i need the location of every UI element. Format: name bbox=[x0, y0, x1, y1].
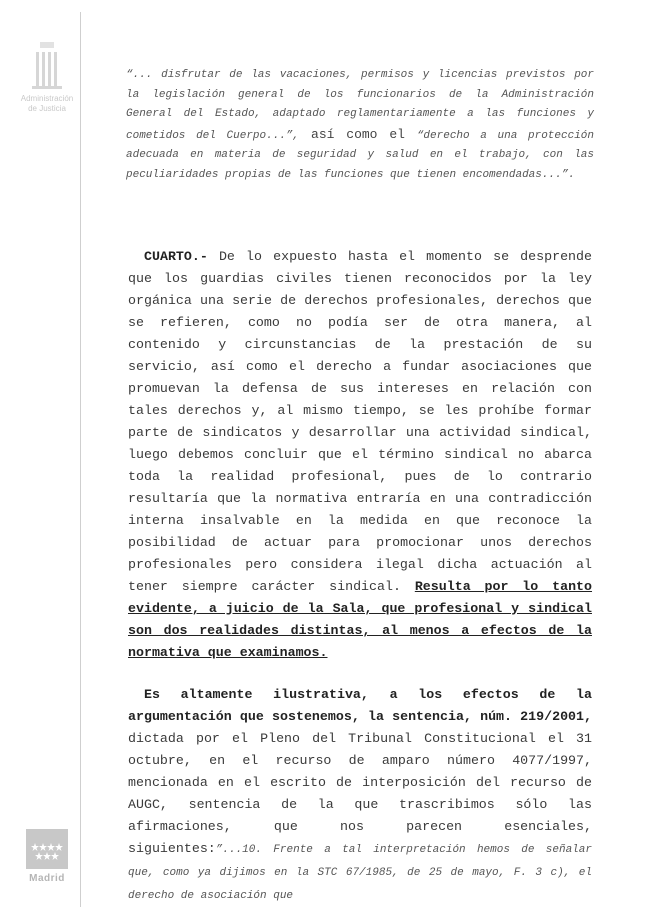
paragraph-cuarto-emphasis: Resulta por lo tanto evidente, a juicio de la Sala, que profesional y sindical son dos realidades distintas, al menos a efectos de la normativa que examinamos. bbox=[128, 579, 593, 660]
paragraph-cuarto-text: De lo expuesto hasta el momento se desprende que los guardias civiles tienen reconocidos por la ley orgánica una serie de derechos profesionales, derechos que se refieren, como no podía ser de otra manera, al contenido y circunstancias de la prestación de su servicio, así como el derecho a fundar asociaciones que promuevan la defensa de sus intereses en relación con tales derechos y, al mismo tiempo, se les prohíbe formar parte de sindicatos y desarrollar una actividad sindical, luego debemos concluir que el término sindical no abarca toda la realidad profesional, pues de lo contrario resultaría que la normativa entraría en una contradicción interna insalvable en la medida en que reconoce la posibilidad de actuar para promocionar unos derechos profesionales pero considera ilegal dicha actuación al tener siempre carácter sindical. bbox=[128, 249, 592, 594]
section-heading: CUARTO.- bbox=[144, 249, 208, 264]
madrid-stars-logo bbox=[26, 829, 68, 869]
margin-rule bbox=[80, 12, 81, 907]
paragraph-cuarto bbox=[128, 246, 592, 664]
paragraph-sentencia-bold: Es altamente ilustrativa, a los efectos de la argumentación que sostenemos, la sentencia, núm. 219/2001, bbox=[128, 687, 592, 724]
cited-legal-quote bbox=[126, 66, 594, 186]
paragraph-sentencia-quote: ”...10. Frente a tal interpretación hemos de señalar que, como ya dijimos en la STC 67/1985, de 25 de mayo, F. 3 c), el derecho de asociación que bbox=[128, 844, 592, 902]
justice-logo-text: Administración de Justicia bbox=[20, 94, 74, 113]
quote-connector: así como el bbox=[299, 126, 417, 142]
paragraph-sentencia bbox=[128, 684, 592, 907]
quote-part-1: “... disfrutar de las vacaciones, permisos y licencias previstos por la legislación general de los funcionarios de la Administración General del Estado, adaptado reglamentariamente a las funciones y cometidos del Cuerpo...”, bbox=[126, 69, 594, 142]
madrid-label: Madrid bbox=[29, 873, 65, 884]
quote-part-2: “derecho a una protección adecuada en materia de seguridad y salud en el trabajo, con las peculiaridades propias de las funciones que tienen encomendadas...”. bbox=[126, 129, 595, 181]
document-body bbox=[128, 246, 592, 907]
paragraph-sentencia-text: dictada por el Pleno del Tribunal Constitucional el 31 octubre, en el recurso de amparo número 4077/1997, mencionada en el escrito de interposición del recurso de AUGC, sentencia de la que trascribimos sólo las afirmaciones, que nos parecen esenciales, siguientes: bbox=[128, 731, 592, 856]
